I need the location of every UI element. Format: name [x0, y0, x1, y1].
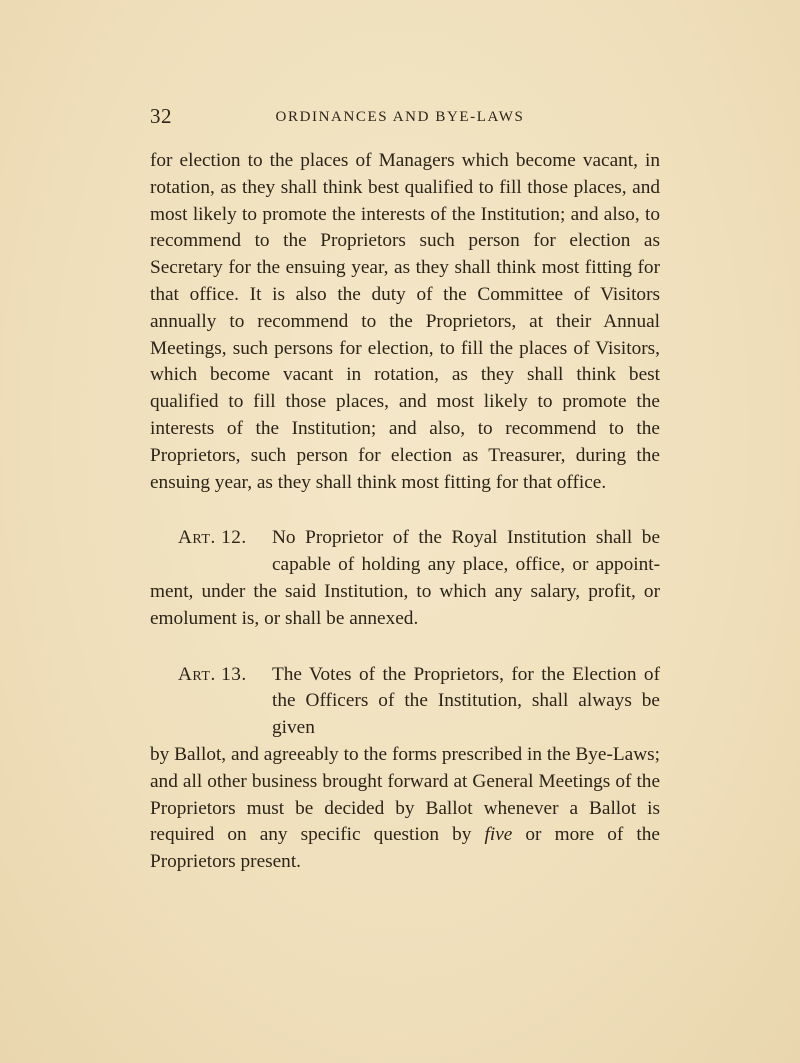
- article-13-second-line: the Officers of the Institution, shall always be given: [272, 690, 660, 739]
- article-13-label: Art. 13.: [178, 663, 247, 685]
- article-13-lead: The Votes of the Proprietors, for the Election of: [272, 663, 660, 685]
- paragraph-gap: [150, 633, 660, 662]
- article-12: [150, 525, 660, 632]
- article-12-first-line: [150, 525, 660, 552]
- paragraph-continuation: for election to the places of Managers which become vacant, in rotation, as they shall think best qualified to fill those places, and most likely to promote the interests of the Institution; and also, to recommend to the Proprietors such person for election as Secretary for the ensuing year, as they shall think most fitting for that office. It is also the duty of the Committee of Visitors annually to recommend to the Proprietors, at their Annual Meetings, such persons for election, to fill the places of Visitors, which become vacant in rotation, as they shall think best qualified to fill those places, and most likely to promote the interests of the Institution; and also, to recommend to the Proprietors, such person for election as Treasurer, during the ensuing year, as they shall think most fitting for that office.: [150, 150, 660, 493]
- article-12-lead: No Proprietor of the Royal Institution shall be: [272, 527, 660, 549]
- article-13-text-after: or more of the Proprietors present.: [150, 824, 660, 873]
- article-12-continuation: ment, under the said Institution, to which any salary, profit, or emolument is, or shall be annexed.: [150, 580, 660, 629]
- article-12-second-line: capable of holding any place, office, or appoint-: [272, 554, 660, 576]
- article-13-text-before: by Ballot, and agreeably to the forms prescribed in the Bye-Laws; and all other business brought forward at General Meetings of the Proprietors must be decided by Ballot whenever a Ballot is required on any specific question by: [150, 743, 660, 846]
- paragraph-gap: [150, 496, 660, 525]
- running-head: ORDINANCES AND BYE-LAWS: [275, 109, 525, 125]
- article-13-continuation: [150, 742, 660, 876]
- article-13: [150, 662, 660, 876]
- page-header: [150, 104, 650, 134]
- article-13-italic-word: five: [484, 824, 513, 846]
- article-12-label: Art. 12.: [178, 527, 247, 549]
- page-number: 32: [150, 104, 172, 128]
- article-13-first-line: [150, 662, 660, 689]
- body-text: [150, 148, 660, 876]
